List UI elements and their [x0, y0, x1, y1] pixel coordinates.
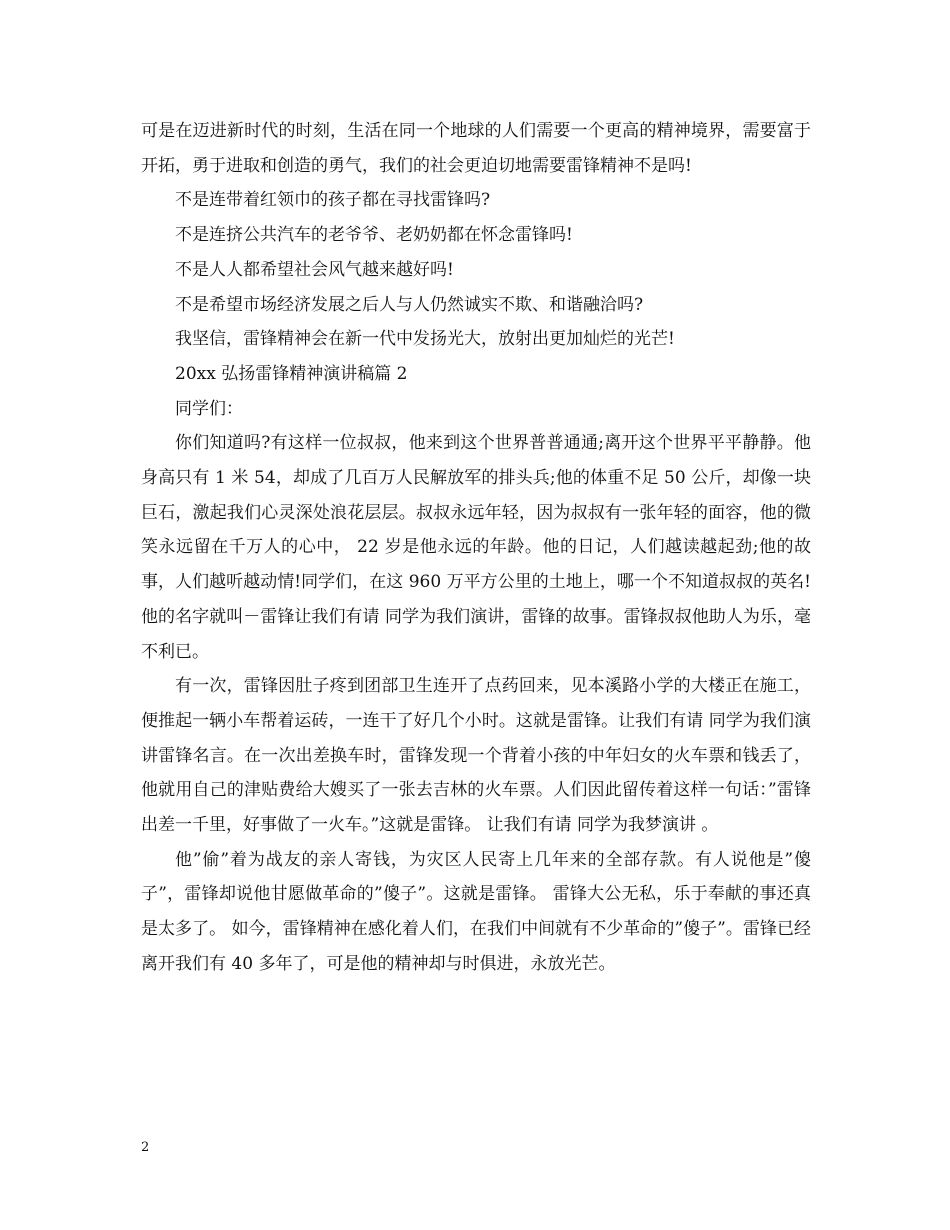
- document-body: [141, 114, 811, 982]
- paragraph-body-1: 你们知道吗?有这样一位叔叔，他来到这个世界普普通通;离开这个世界平平静静。他身高只有 1 米 54，却成了几百万人民解放军的排头兵;他的体重不足 50 公斤，却像一块巨石，激起我们心灵深处浪花层层。叔叔永远年轻，因为叔叔有一张年轻的面容，他的微笑永远留在千万人的心中， 22 岁是他永远的年龄。他的日记，人们越读越起劲;他的故事，人们越听越动情!同学们，在这 960 万平方公里的土地上，哪一个不知道叔叔的英名!他的名字就叫－雷锋让我们有请 同学为我们演讲，雷锋的故事。雷锋叔叔他助人为乐，毫不利已。: [141, 433, 811, 662]
- paragraph-question-3: 不是人人都希望社会风气越来越好吗!: [175, 259, 454, 280]
- paragraph-intro: 可是在迈进新时代的时刻，生活在同一个地球的人们需要一个更高的精神境界，需要富于开拓，勇于进取和创造的勇气，我们的社会更迫切地需要雷锋精神不是吗!: [141, 121, 811, 176]
- paragraph-question-2: 不是连挤公共汽车的老爷爷、老奶奶都在怀念雷锋吗!: [175, 225, 573, 246]
- paragraph-belief: 我坚信，雷锋精神会在新一代中发扬光大，放射出更加灿烂的光芒!: [175, 329, 675, 350]
- paragraph-body-2: 有一次，雷锋因肚子疼到团部卫生连开了点药回来，见本溪路小学的大楼正在施工，便推起一辆小车帮着运砖，一连干了好几个小时。这就是雷锋。让我们有请 同学为我们演讲雷锋名言。在一次出差换车时，雷锋发现一个背着小孩的中年妇女的火车票和钱丢了，他就用自己的津贴费给大嫂买了一张去吉林的火车票。人们因此留传着这样一句话：”雷锋出差一千里，好事做了一火车。”这就是雷锋。 让我们有请 同学为我梦演讲 。: [141, 676, 811, 836]
- greeting: 同学们：: [175, 398, 243, 419]
- paragraph-question-4: 不是希望市场经济发展之后人与人仍然诚实不欺、和谐融洽吗?: [175, 294, 644, 315]
- paragraph-question-1: 不是连带着红领巾的孩子都在寻找雷锋吗?: [175, 190, 491, 211]
- page-number: 2: [141, 1140, 150, 1155]
- section-heading: 20xx 弘扬雷锋精神演讲稿篇 2: [175, 363, 408, 384]
- paragraph-body-3: 他”偷”着为战友的亲人寄钱，为灾区人民寄上几年来的全部存款。有人说他是”傻子”，雷锋却说他甘愿做革命的”傻子”。这就是雷锋。 雷锋大公无私，乐于奉献的事还真是太多了。 如今，雷锋精神在感化着人们，在我们中间就有不少革命的”傻子”。雷锋已经离开我们有 40 多年了，可是他的精神却与时俱进，永放光芒。: [141, 849, 811, 974]
